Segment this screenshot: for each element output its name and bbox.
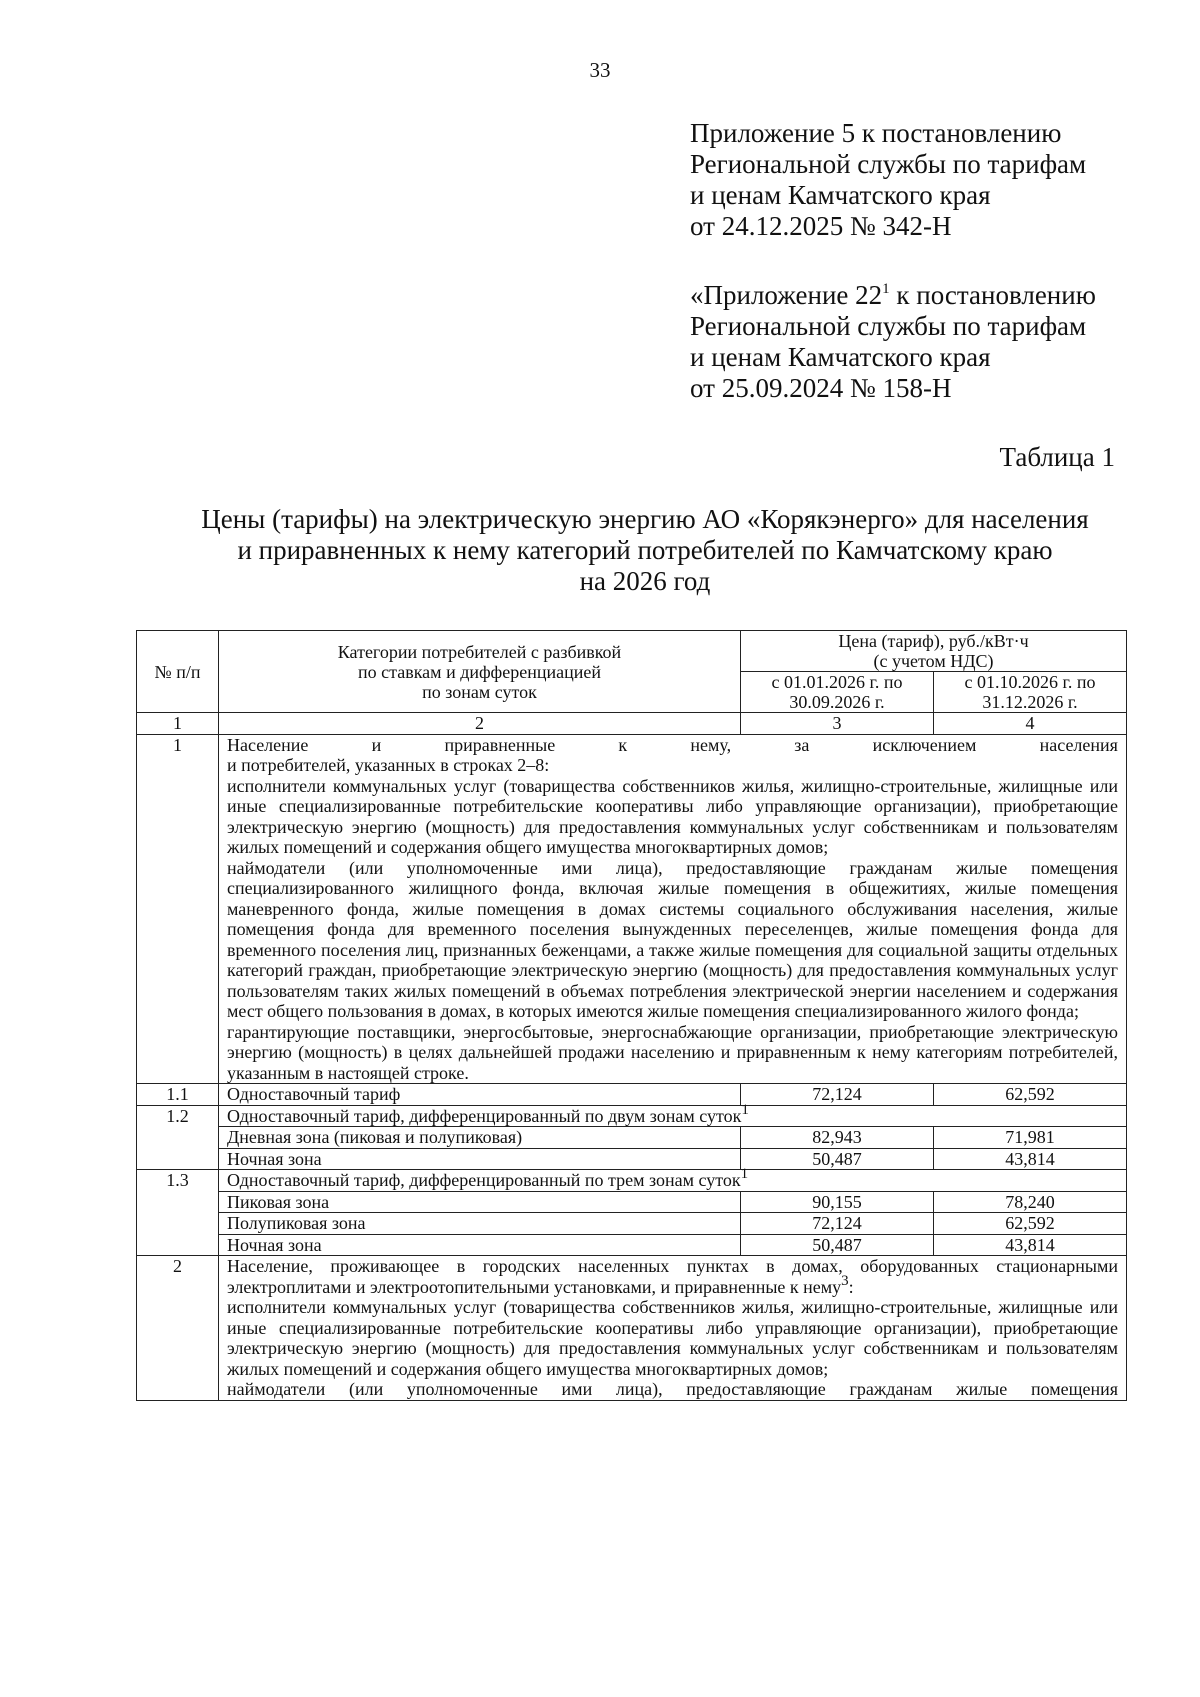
row-label-text: Одноставочный тариф, дифференцированный по двум зонам суток	[227, 1105, 742, 1126]
row-description-text: наймодатели (или уполномоченные ими лица), предоставляющие гражданам жилые помещения	[227, 1379, 1119, 1399]
row-description-text: и потребителей, указанных в строках 2–8:	[227, 755, 550, 775]
lead-word: исключением	[872, 734, 977, 755]
lead-word: за	[794, 734, 810, 755]
price-cell: 62,592	[934, 1084, 1127, 1106]
appendix-line: Приложение 5 к постановлению	[690, 118, 1062, 148]
row-label-text: Одноставочный тариф, дифференцированный по трем зонам суток	[227, 1170, 741, 1190]
row-description-lead	[227, 735, 1118, 756]
appendix-reference	[690, 118, 1086, 242]
superscript: 1	[740, 1166, 749, 1182]
zone-label: Ночная зона	[219, 1234, 741, 1256]
table-row	[137, 1148, 1127, 1170]
title-line: на 2026 год	[579, 566, 711, 596]
column-number: 1	[137, 713, 219, 735]
amended-appendix-line	[690, 280, 1096, 311]
table-row	[137, 1234, 1127, 1256]
header-period-1	[741, 672, 934, 713]
row-label	[219, 1101, 1127, 1127]
column-number: 3	[741, 713, 934, 735]
price-cell: 62,592	[934, 1213, 1127, 1235]
header-category-line: по ставкам и дифференциацией	[358, 661, 601, 682]
header-num: № п/п	[137, 631, 219, 713]
header-category-line: по зонам суток	[422, 681, 537, 702]
header-period-line: 31.12.2026 г.	[982, 692, 1078, 712]
price-cell: 50,487	[741, 1234, 934, 1256]
lead-word: приравненные	[444, 734, 556, 755]
table-row	[137, 1105, 1127, 1127]
lead-word: Население	[227, 734, 309, 755]
price-cell: 78,240	[934, 1191, 1127, 1213]
row-number: 2	[137, 1256, 219, 1401]
column-number: 4	[934, 713, 1127, 735]
price-cell: 82,943	[741, 1127, 934, 1149]
amended-appendix-line: от 25.09.2024 № 158-Н	[690, 373, 952, 403]
header-row	[137, 631, 1127, 672]
table-label: Таблица 1	[999, 442, 1115, 472]
row-number: 1.1	[137, 1084, 219, 1106]
price-cell: 43,814	[934, 1148, 1127, 1170]
row-description	[219, 734, 1127, 1084]
row-number: 1	[137, 734, 219, 1084]
table-row	[137, 1084, 1127, 1106]
price-cell: 72,124	[741, 1084, 934, 1106]
zone-label: Дневная зона (пиковая и полупиковая)	[219, 1127, 741, 1149]
zone-label: Ночная зона	[219, 1148, 741, 1170]
row-description-text: гарантирующие поставщики, энергосбытовые, энергоснабжающие организации, приобретающие электрическую энергию (мощность) в целях дальнейшей продажи населению и приравненным к нему категориям потребителей, указанным в настоящей строке.	[227, 1021, 1119, 1083]
row-number: 1.3	[137, 1170, 219, 1256]
amended-appendix-text: к постановлению	[889, 280, 1096, 310]
header-period-line: с 01.10.2026 г. по	[964, 672, 1096, 692]
price-cell: 43,814	[934, 1234, 1127, 1256]
appendix-line: от 24.12.2025 № 342-Н	[690, 211, 952, 241]
table-row	[137, 1170, 1127, 1192]
superscript: 1	[882, 281, 890, 297]
column-number: 2	[219, 713, 741, 735]
row-label	[219, 1166, 1127, 1192]
header-price-line: Цена (тариф), руб./кВт·ч	[838, 631, 1029, 651]
price-cell: 72,124	[741, 1213, 934, 1235]
amended-appendix-line: и ценам Камчатского края	[690, 342, 991, 372]
table-row	[137, 1127, 1127, 1149]
appendix-line: и ценам Камчатского края	[690, 180, 991, 210]
row-description	[219, 1256, 1127, 1401]
table-row	[137, 1213, 1127, 1235]
row-description-text: наймодатели (или уполномоченные ими лица), предоставляющие гражданам жилые помещения специализированного жилищного фонда, включая жилые помещения в общежитиях, жилые помещения маневренного фонда, жилые помещения в домах системы социального обслуживания населения, жилые помещения фонда для временного поселения вынужденных переселенцев, жилые помещения фонда для временного поселения лиц, признанных беженцами, а также жилые помещения для социальной защиты отдельных категорий граждан, приобретающие электрическую энергию (мощность) для предоставления коммунальных услуг пользователям таких жилых помещений в объемах потребления электрической энергии населением и содержания мест общего пользования в домах, в которых имеются жилые помещения специализированного жилого фонда;	[227, 857, 1119, 1021]
table-row	[137, 1256, 1127, 1401]
row-description-text	[227, 1256, 1118, 1297]
header-price	[741, 631, 1127, 672]
zone-label: Пиковая зона	[219, 1191, 741, 1213]
header-period-line: с 01.01.2026 г. по	[771, 672, 903, 692]
header-category	[219, 631, 741, 713]
header-period-2	[934, 672, 1127, 713]
superscript: 1	[741, 1101, 749, 1118]
amended-appendix-line: Региональной службы по тарифам	[690, 311, 1087, 341]
row-number: 1.2	[137, 1105, 219, 1170]
price-cell: 50,487	[741, 1148, 934, 1170]
header-category-line: Категории потребителей с разбивкой	[337, 641, 622, 662]
row-description-text: исполнители коммунальных услуг (товарищества собственников жилья, жилищно-строительные, жилищные или иные специализированные потребительские кооперативы либо управляющие организации), приобретающие электрическую энергию (мощность) для предоставления коммунальных услуг собственникам и пользователям жилых помещений и содержания общего имущества многоквартирных домов;	[227, 1297, 1119, 1379]
price-cell: 90,155	[741, 1191, 934, 1213]
header-price-line: (с учетом НДС)	[873, 651, 994, 671]
page-number: 33	[589, 58, 611, 82]
row-description-punct: :	[848, 1276, 854, 1297]
lead-word: к	[618, 734, 628, 755]
column-number-row	[137, 713, 1127, 735]
appendix-line: Региональной службы по тарифам	[690, 149, 1087, 179]
row-label: Одноставочный тариф	[219, 1084, 741, 1106]
table-row	[137, 734, 1127, 1084]
amended-appendix-reference	[690, 280, 1096, 404]
title-line: Цены (тарифы) на электрическую энергию АО «Корякэнерго» для населения	[201, 504, 1089, 534]
lead-word: и	[371, 734, 382, 755]
price-cell: 71,981	[934, 1127, 1127, 1149]
document-title	[170, 504, 1120, 597]
row-description-intro: Население, проживающее в городских населенных пунктах в домах, оборудованных стационарными электроплитами и электроотопительными установками, и приравненные к нему	[227, 1256, 1119, 1297]
table-row	[137, 1191, 1127, 1213]
lead-word: нему,	[690, 734, 732, 755]
header-period-line: 30.09.2026 г.	[789, 692, 885, 712]
superscript: 3	[841, 1272, 849, 1289]
tariff-table	[136, 630, 1127, 1401]
lead-word: населения	[1039, 734, 1118, 755]
row-description-text: исполнители коммунальных услуг (товарищества собственников жилья, жилищно-строительные, жилищные или иные специализированные потребительские кооперативы либо управляющие организации), приобретающие электрическую энергию (мощность) для предоставления коммунальных услуг собственникам и пользователям жилых помещений и содержания общего имущества многоквартирных домов;	[227, 775, 1119, 857]
zone-label: Полупиковая зона	[219, 1213, 741, 1235]
title-line: и приравненных к нему категорий потребителей по Камчатскому краю	[237, 535, 1053, 565]
amended-appendix-text: «Приложение 22	[690, 280, 883, 310]
